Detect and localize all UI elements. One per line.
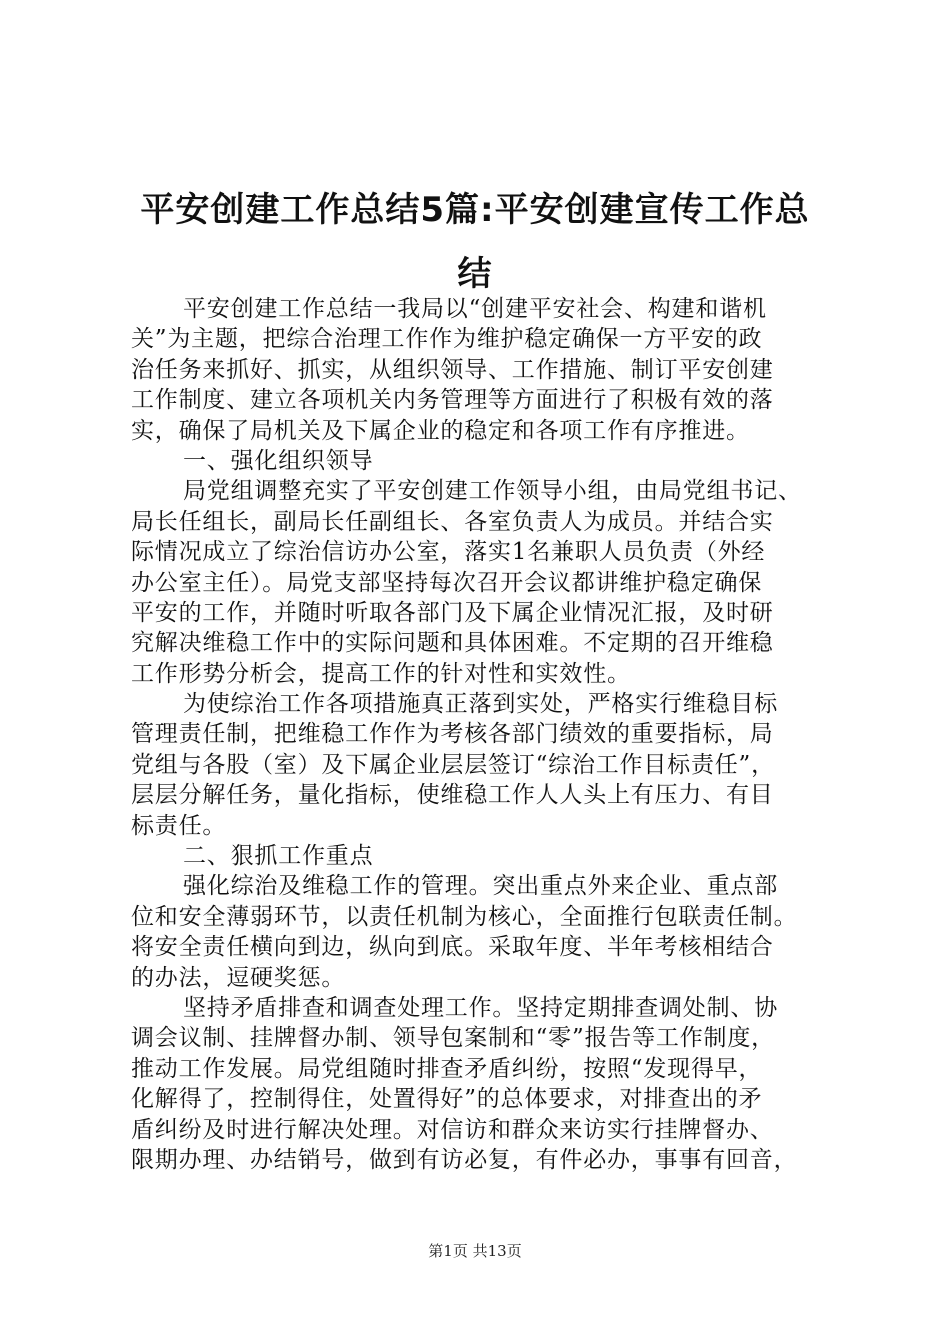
paragraph-line: 盾纠纷及时进行解决处理。对信访和群众来访实行挂牌督办、	[131, 1116, 774, 1143]
paragraph-line: 为使综治工作各项措施真正落到实处，严格实行维稳目标	[183, 691, 778, 718]
section-heading: 一、强化组织领导	[183, 447, 374, 474]
page-number-footer: 第1页 共13页	[428, 1242, 522, 1260]
paragraph-line: 坚持矛盾排查和调查处理工作。坚持定期排查调处制、协	[183, 994, 778, 1021]
title-line: 结	[457, 254, 493, 294]
paragraph-line: 关”为主题，把综合治理工作作为维护稳定确保一方平安的政	[131, 326, 763, 353]
paragraph-line: 际情况成立了综治信访办公室，落实1名兼职人员负责（外经	[131, 539, 766, 566]
paragraph-line: 标责任。	[131, 812, 227, 839]
section-heading: 二、狠抓工作重点	[183, 843, 374, 870]
paragraph-line: 的办法，逗硬奖惩。	[131, 964, 346, 991]
paragraph-line: 管理责任制，把维稳工作作为考核各部门绩效的重要指标，局	[131, 721, 774, 748]
paragraph-line: 工作制度、建立各项机关内务管理等方面进行了积极有效的落	[131, 387, 774, 414]
paragraph-line: 将安全责任横向到边，纵向到底。采取年度、半年考核相结合	[131, 934, 774, 961]
paragraph-line: 强化综治及维稳工作的管理。突出重点外来企业、重点部	[183, 873, 778, 900]
paragraph-line: 工作形势分析会，提高工作的针对性和实效性。	[131, 660, 631, 687]
paragraph-line: 党组与各股（室）及下属企业层层签订“综治工作目标责任”，	[131, 751, 775, 778]
document-title	[100, 178, 850, 306]
paragraph-line: 平安的工作，并随时听取各部门及下属企业情况汇报，及时研	[131, 599, 774, 626]
paragraph-line: 办公室主任）。局党支部坚持每次召开会议都讲维护稳定确保	[131, 569, 763, 596]
document-body	[131, 294, 831, 1175]
title-line: 平安创建工作总结5篇:平安创建宣传工作总	[140, 190, 810, 230]
paragraph-line: 平安创建工作总结一我局以“创建平安社会、构建和谐机	[183, 296, 767, 322]
paragraph-line: 实，确保了局机关及下属企业的稳定和各项工作有序推进。	[131, 417, 750, 444]
paragraph-line: 位和安全薄弱环节，以责任机制为核心，全面推行包联责任制。	[131, 903, 798, 930]
paragraph-line: 推动工作发展。局党组随时排查矛盾纠纷，按照“发现得早，	[131, 1055, 763, 1082]
paragraph-line: 治任务来抓好、抓实，从组织领导、工作措施、制订平安创建	[131, 356, 774, 383]
paragraph-line: 层层分解任务，量化指标，使维稳工作人人头上有压力、有目	[131, 782, 774, 809]
paragraph-line: 究解决维稳工作中的实际问题和具体困难。不定期的召开维稳	[131, 630, 774, 657]
paragraph-line: 调会议制、挂牌督办制、领导包案制和“零”报告等工作制度，	[131, 1025, 775, 1052]
paragraph-line: 局党组调整充实了平安创建工作领导小组，由局党组书记、	[183, 478, 802, 505]
paragraph-line: 限期办理、办结销号，做到有访必复，有件必办，事事有回音，	[131, 1146, 798, 1173]
paragraph-line: 局长任组长，副局长任副组长、各室负责人为成员。并结合实	[131, 508, 774, 535]
paragraph-line: 化解得了，控制得住，处置得好”的总体要求，对排查出的矛	[131, 1086, 763, 1113]
